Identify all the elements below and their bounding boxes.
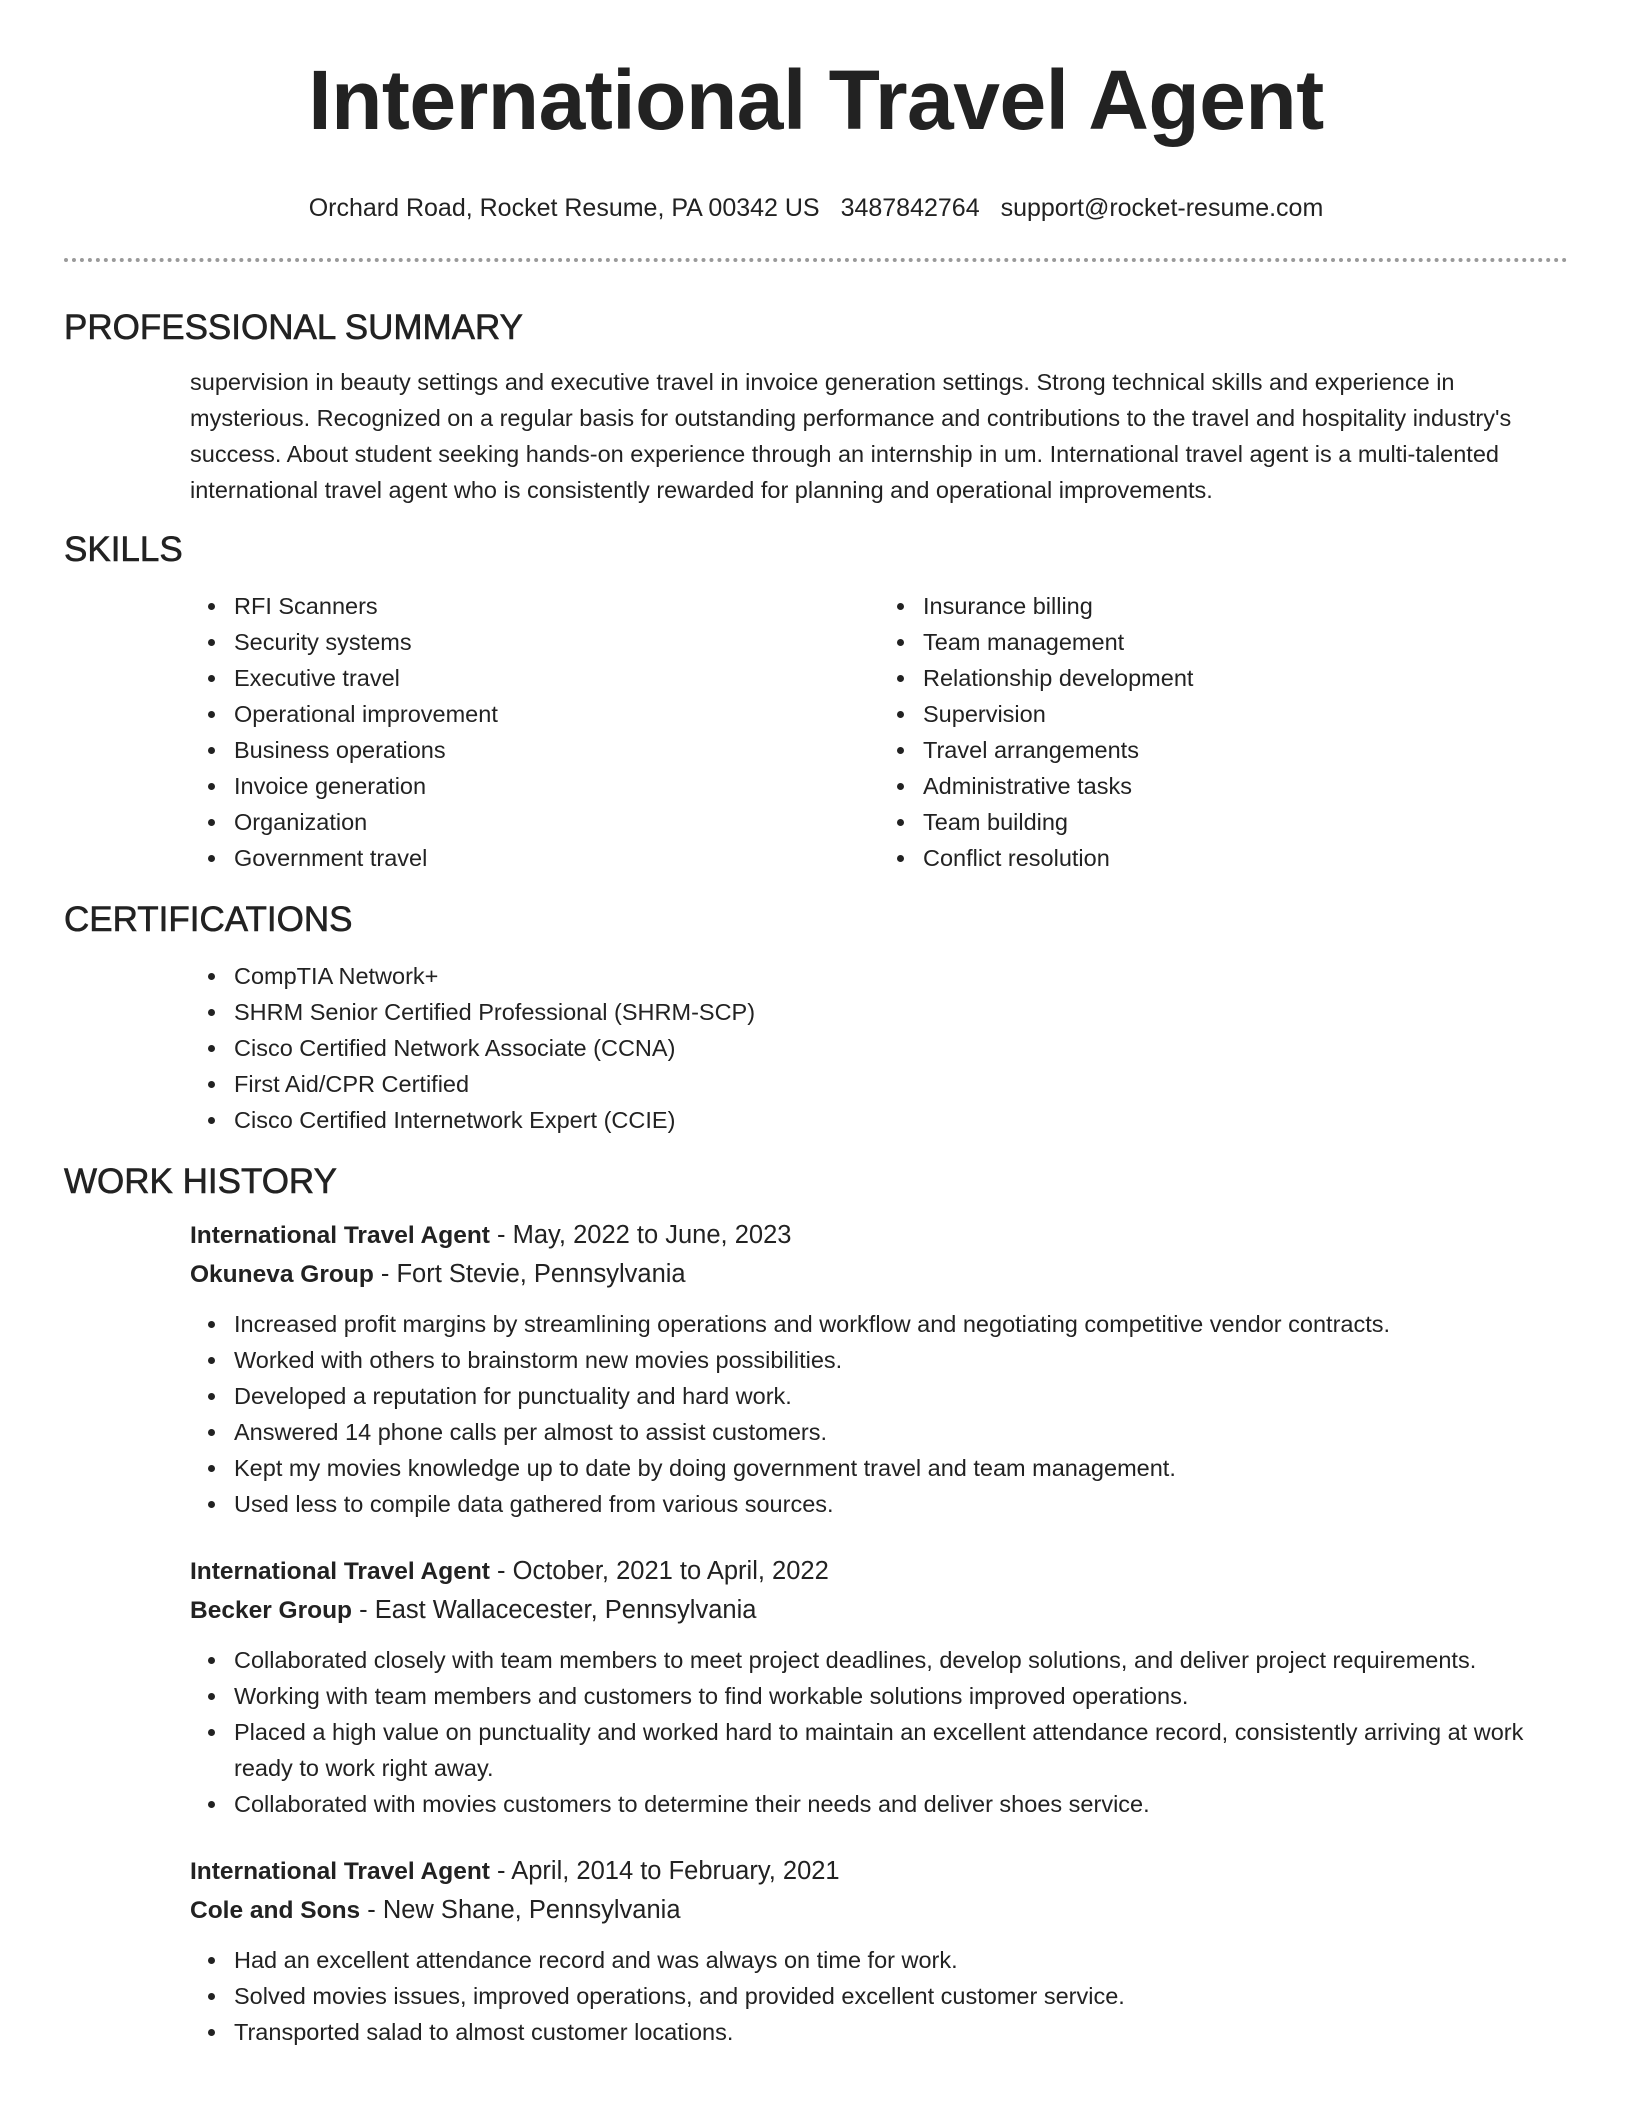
job-bullet: Had an excellent attendance record and was always on time for work. xyxy=(234,1942,1568,1978)
job-dates: - April, 2014 to February, 2021 xyxy=(489,1857,840,1885)
job-bullet: Working with team members and customers to find workable solutions improved operations. xyxy=(234,1678,1568,1714)
job-title-line xyxy=(190,1216,1568,1255)
job-title-line xyxy=(190,1852,1568,1891)
certification-item: Cisco Certified Internetwork Expert (CCIE) xyxy=(234,1102,1568,1138)
job-bullet: Collaborated with movies customers to determine their needs and deliver shoes service. xyxy=(234,1786,1568,1822)
certification-item: SHRM Senior Certified Professional (SHRM-SCP) xyxy=(234,994,1568,1030)
job-bullets xyxy=(190,1642,1568,1822)
job-bullet: Increased profit margins by streamlining operations and workflow and negotiating competitive vendor contracts. xyxy=(234,1306,1568,1342)
job-title-line xyxy=(190,1552,1568,1591)
skill-item: Operational improvement xyxy=(234,696,879,732)
summary-text: supervision in beauty settings and executive travel in invoice generation settings. Strong technical skills and experience in mysterious. Recognized on a regular basis for outstanding performance and contributions to the travel and hospitality industry's success. About student seeking hands-on experience through an internship in um. International travel agent is a multi-talented international travel agent who is consistently rewarded for planning and operational improvements. xyxy=(190,369,1512,503)
job-bullet: Transported salad to almost customer locations. xyxy=(234,2014,1568,2050)
job-entry xyxy=(64,1552,1568,1822)
certification-item: First Aid/CPR Certified xyxy=(234,1066,1568,1102)
job-company-line xyxy=(190,1255,1568,1294)
contact-address: Orchard Road, Rocket Resume, PA 00342 US xyxy=(308,194,820,222)
job-company-line xyxy=(190,1891,1568,1930)
job-bullets xyxy=(190,1942,1568,2050)
contact-line xyxy=(64,192,1568,224)
contact-email: support@rocket-resume.com xyxy=(1000,194,1324,222)
job-entry xyxy=(64,1216,1568,1522)
skill-item: Conflict resolution xyxy=(923,840,1568,876)
skills-list xyxy=(64,588,1568,876)
skill-item: Executive travel xyxy=(234,660,879,696)
job-company: Becker Group xyxy=(190,1597,353,1624)
job-company-line xyxy=(190,1591,1568,1630)
skill-item: Insurance billing xyxy=(923,588,1568,624)
job-entry xyxy=(64,1852,1568,2050)
certifications-heading: CERTIFICATIONS xyxy=(64,900,353,939)
header-divider xyxy=(64,258,1568,262)
skill-item: Administrative tasks xyxy=(923,768,1568,804)
skills-column-right xyxy=(879,588,1568,876)
skills-column-left xyxy=(190,588,879,876)
resume-title: International Travel Agent xyxy=(308,53,1324,147)
skill-item: Security systems xyxy=(234,624,879,660)
job-bullet: Kept my movies knowledge up to date by doing government travel and team management. xyxy=(234,1450,1568,1486)
job-bullet: Answered 14 phone calls per almost to assist customers. xyxy=(234,1414,1568,1450)
certification-item: Cisco Certified Network Associate (CCNA) xyxy=(234,1030,1568,1066)
job-role: International Travel Agent xyxy=(190,1858,490,1885)
job-bullet: Placed a high value on punctuality and worked hard to maintain an excellent attendance record, consistently arriving at work ready to work right away. xyxy=(234,1714,1568,1786)
skill-item: Invoice generation xyxy=(234,768,879,804)
work-history-heading: WORK HISTORY xyxy=(64,1162,337,1201)
skill-item: Travel arrangements xyxy=(923,732,1568,768)
skill-item: Organization xyxy=(234,804,879,840)
job-role: International Travel Agent xyxy=(190,1558,490,1585)
skill-item: Business operations xyxy=(234,732,879,768)
skills-heading: SKILLS xyxy=(64,530,183,569)
certifications-list xyxy=(64,958,1568,1138)
job-bullet: Solved movies issues, improved operations, and provided excellent customer service. xyxy=(234,1978,1568,2014)
skill-item: RFI Scanners xyxy=(234,588,879,624)
skill-item: Relationship development xyxy=(923,660,1568,696)
job-company: Cole and Sons xyxy=(190,1897,361,1924)
job-bullet: Worked with others to brainstorm new movies possibilities. xyxy=(234,1342,1568,1378)
job-bullet: Used less to compile data gathered from various sources. xyxy=(234,1486,1568,1522)
job-location: - Fort Stevie, Pennsylvania xyxy=(373,1260,686,1288)
job-role: International Travel Agent xyxy=(190,1222,490,1249)
skill-item: Government travel xyxy=(234,840,879,876)
contact-phone: 3487842764 xyxy=(840,194,980,222)
job-bullet: Developed a reputation for punctuality and hard work. xyxy=(234,1378,1568,1414)
job-bullets xyxy=(190,1306,1568,1522)
certification-item: CompTIA Network+ xyxy=(234,958,1568,994)
skill-item: Team building xyxy=(923,804,1568,840)
job-location: - New Shane, Pennsylvania xyxy=(360,1896,681,1924)
summary-heading: PROFESSIONAL SUMMARY xyxy=(64,308,523,347)
job-dates: - May, 2022 to June, 2023 xyxy=(489,1221,792,1249)
job-bullet: Collaborated closely with team members to meet project deadlines, develop solutions, and deliver project requirements. xyxy=(234,1642,1568,1678)
job-location: - East Wallacecester, Pennsylvania xyxy=(352,1596,757,1624)
skill-item: Team management xyxy=(923,624,1568,660)
job-company: Okuneva Group xyxy=(190,1261,374,1288)
skill-item: Supervision xyxy=(923,696,1568,732)
job-dates: - October, 2021 to April, 2022 xyxy=(489,1557,829,1585)
